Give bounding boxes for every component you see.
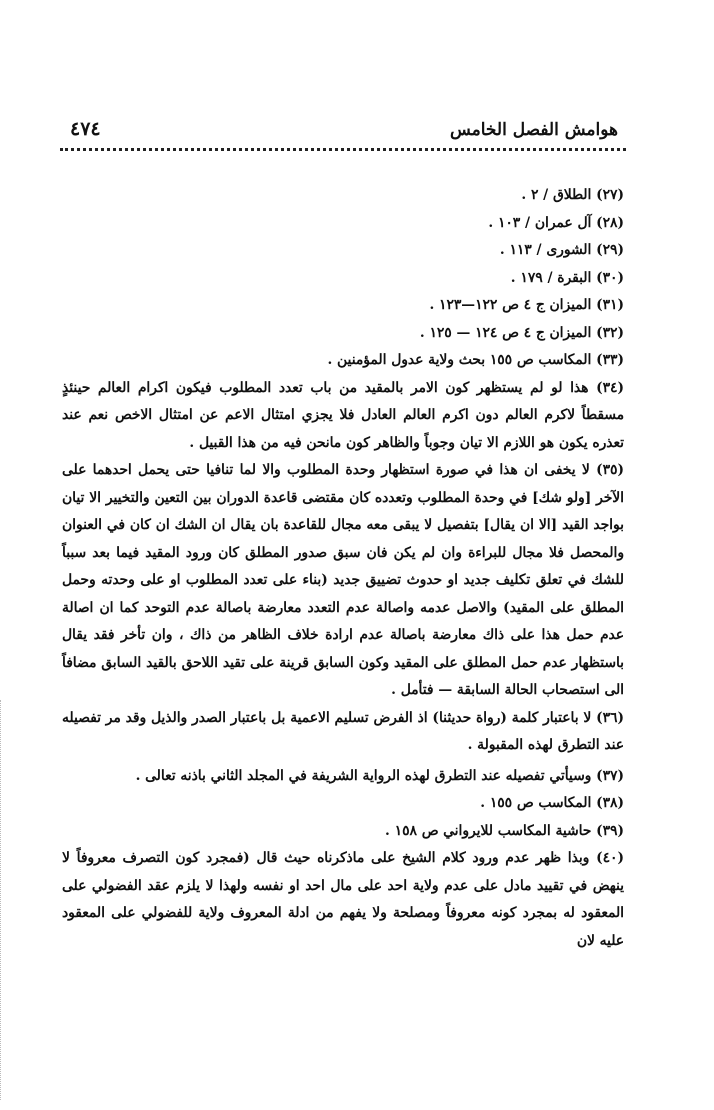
footnote-35: (٣٥) لا يخفى ان هذا في صورة استظهار وحدة المطلوب والا لما تنافيا حتى يحمل احدهما على الآخر [ولو شك] في وحدة المطلوب وتعدده كان مقتضى قاعدة الدوران بين التعين والتخيير الا تيان بواجد القيد [الا ان يقال] بتفصيل لا يبقى معه مجال للقاعدة بان يقال ان الشك ان كان في العنوان والمحصل فلا مجال للبراءة وان لم يكن فان سبق صدور المطلق كان ورود المقيد فيما بعد سبباً للشك في تعلق تكليف جديد او حدوث تضييق جديد (بناء على تعدد المطلوب او على وحدته وحمل المطلق على المقيد) والاصل عدمه واصالة عدم التعدد معارضة باصالة عدم التوحد كما ان اصالة عدم حمل هذا على ذاك معارضة باصالة عدم ارادة خلاف الظاهر من ذاك ، وان تأخر فقد يقال باستظهار عدم حمل المطلق على المقيد وكون السابق قرينة على تقيد اللاحق بالقيد السابق مضافاً الى استصحاب الحالة السابقة — فتأمل . [62,462,624,698]
footnote-34: (٣٤) هذا لو لم يستظهر كون الامر بالمقيد من باب تعدد المطلوب فيكون اكرام العالم حينئذٍ مسقطاً لاكرم العالم دون اكرم العالم العادل فلا يجزي امتثال الاعم عن امتثال الاخص نعم عند تعذره يكون هو اللازم الا تيان وجوباً والظاهر كون مانحن فيه من هذا القبيل . [62,379,624,451]
page-header [66,118,624,152]
footnote-37: (٣٧) وسيأتي تفصيله عند التطرق لهذه الرواية الشريفة في المجلد الثاني باذنه تعالى . [135,767,624,784]
page-number: ٤٧٤ [70,118,101,140]
footnote-32: (٣٢) الميزان ج ٤ ص ١٢٤ — ١٢٥ . [419,324,624,341]
footnote-40: (٤٠) وبذا ظهر عدم ورود كلام الشيخ على ماذكرناه حيث قال (فمجرد كون التصرف معروفاً لا ينهض في تقييد مادل على عدم ولاية احد على مال احد او نفسه ولهذا لا يلزم عقد الفضولي على المعقود له بمجرد كونه معروفاً ومصلحة ولا يفهم من ادلة المعروف ولاية للفضولي على المعقود عليه لان [62,850,624,949]
footnote-33: (٣٣) المكاسب ص ١٥٥ بحث ولاية عدول المؤمنين . [327,352,624,368]
footnote-28: (٢٨) آل عمران / ١٠٣ . [488,214,624,231]
footnote-38: (٣٨) المكاسب ص ١٥٥ . [480,795,624,811]
page-edge-shadow [0,700,4,1100]
footnote-29: (٢٩) الشورى / ١١٣ . [499,242,624,258]
footnote-31: (٣١) الميزان ج ٤ ص ١٢٢—١٢٣ . [429,297,624,313]
footnotes-list [62,182,624,955]
footnote-36: (٣٦) لا باعتبار كلمة (رواة حديثنا) اذ الفرض تسليم الاعمية بل باعتبار الصدر والذيل وقد مر تفصيله عند التطرق لهذه المقبولة . [62,709,624,753]
footnote-27: (٢٧) الطلاق / ٢ . [521,187,624,203]
chapter-title: هوامش الفصل الخامس [449,120,618,140]
footnote-39: (٣٩) حاشية المكاسب للايرواني ص ١٥٨ . [385,822,624,839]
footnote-30: (٣٠) البقرة / ١٧٩ . [510,269,624,286]
header-dotted-rule [60,148,626,151]
